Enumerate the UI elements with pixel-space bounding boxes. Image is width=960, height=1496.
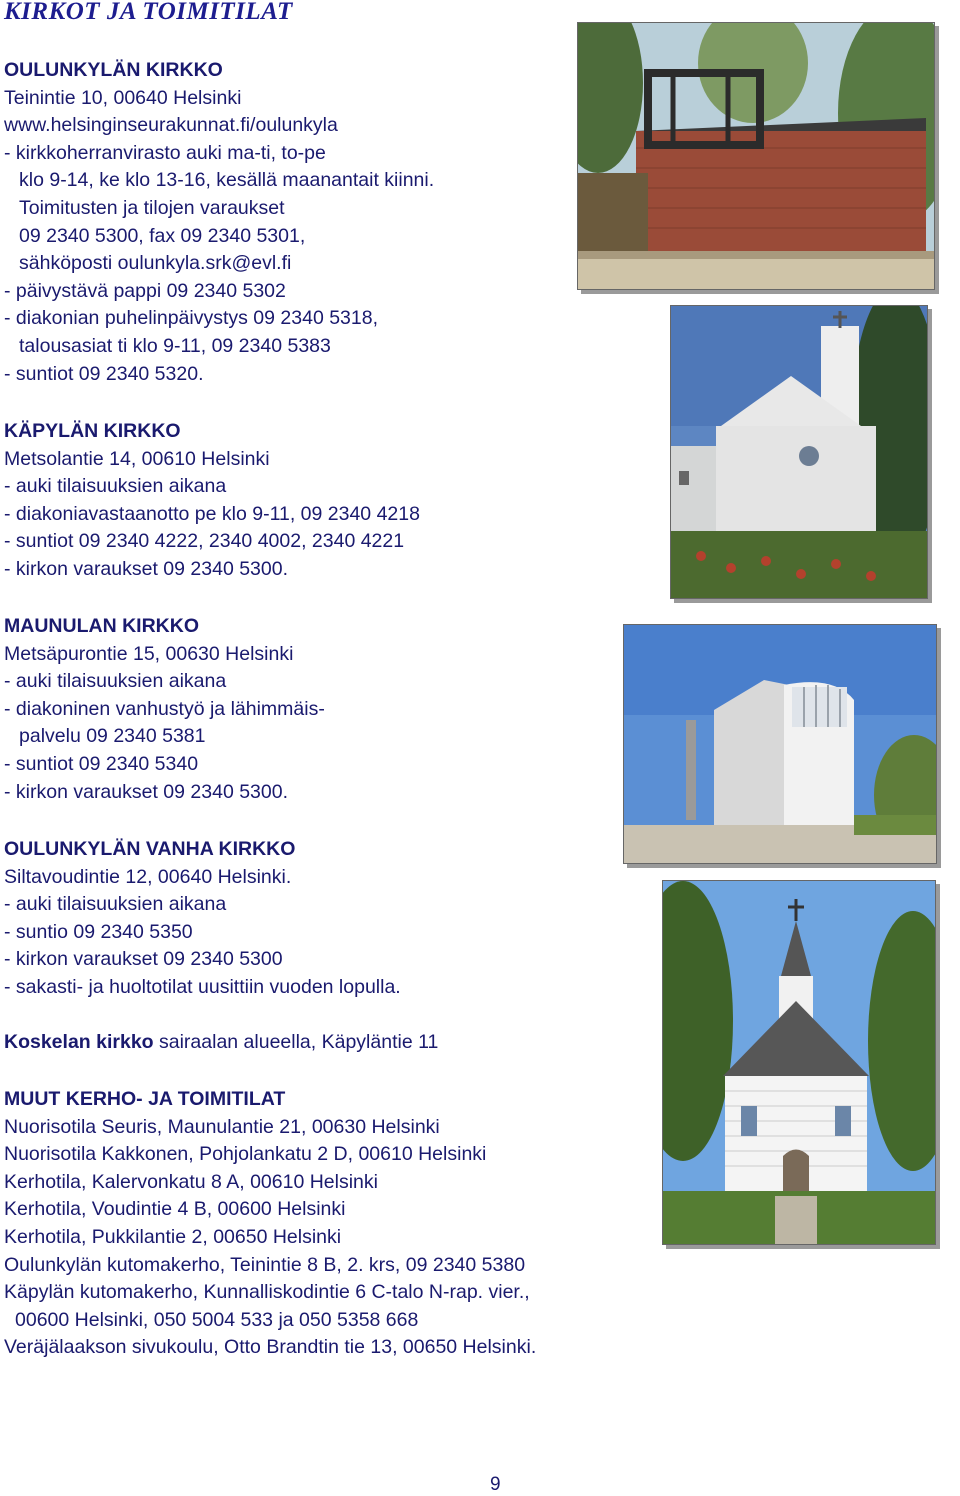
facility-line: Käpylän kutomakerho, Kunnalliskodintie 6 C-talo N-rap. vier., [4,1281,530,1304]
info-line: - päivystävä pappi 09 2340 5302 [4,279,286,302]
address-line: Teinintie 10, 00640 Helsinki [4,86,242,109]
oulunkyla-church-image [578,23,934,289]
info-line: Toimitusten ja tilojen varaukset [19,196,285,219]
kapyla-church-section [4,418,420,584]
koskela-church-name: Koskelan kirkko [4,1031,154,1053]
maunula-church-photo [623,624,937,864]
info-line: - suntiot 09 2340 5320. [4,362,204,385]
info-line: - suntiot 09 2340 4222, 2340 4002, 2340 4221 [4,530,405,553]
section-heading: OULUNKYLÄN KIRKKO [4,59,223,81]
oulunkyla-church-photo [577,22,935,290]
facility-line: Veräjälaakson sivukoulu, Otto Brandtin tie 13, 00650 Helsinki. [4,1336,537,1359]
info-line: palvelu 09 2340 5381 [19,725,206,748]
facility-line: Kerhotila, Kalervonkatu 8 A, 00610 Helsinki [4,1170,378,1193]
maunula-church-section [4,613,325,806]
website-link[interactable]: www.helsinginseurakunnat.fi/oulunkyla [4,114,338,137]
info-line: - diakoniavastaanotto pe klo 9-11, 09 2340 4218 [4,502,420,525]
facility-line: 00600 Helsinki, 050 5004 533 ja 050 5358 668 [15,1308,419,1331]
info-line: - auki tilaisuuksien aikana [4,670,227,693]
address-line: Metsolantie 14, 00610 Helsinki [4,447,270,470]
info-line: - kirkkoherranvirasto auki ma-ti, to-pe [4,141,326,164]
address-line: Siltavoudintie 12, 00640 Helsinki. [4,865,292,888]
page-title: KIRKOT JA TOIMITILAT [4,0,293,25]
info-line: - kirkon varaukset 09 2340 5300 [4,948,283,971]
info-line: - auki tilaisuuksien aikana [4,893,227,916]
facility-line: Nuorisotila Seuris, Maunulantie 21, 00630 Helsinki [4,1115,440,1138]
kapyla-church-image [671,306,927,598]
info-line: - suntiot 09 2340 5340 [4,752,199,775]
koskela-church-line [4,1031,438,1054]
info-line: - diakoninen vanhustyö ja lähimmäis- [4,697,325,720]
section-heading: MAUNULAN KIRKKO [4,615,199,637]
email-line: sähköposti oulunkyla.srk@evl.fi [19,252,292,275]
maunula-church-image [624,625,936,863]
info-line: - auki tilaisuuksien aikana [4,475,227,498]
info-line: klo 9-14, ke klo 13-16, kesällä maanantait kiinni. [19,169,435,192]
section-heading: MUUT KERHO- JA TOIMITILAT [4,1088,286,1110]
vanha-church-image [663,881,935,1244]
section-heading: KÄPYLÄN KIRKKO [4,420,181,442]
vanha-church-photo [662,880,936,1245]
vanha-church-section [4,836,401,1002]
address-line: Metsäpurontie 15, 00630 Helsinki [4,642,294,665]
info-line: 09 2340 5300, fax 09 2340 5301, [19,224,306,247]
facility-line: Oulunkylän kutomakerho, Teinintie 8 B, 2. krs, 09 2340 5380 [4,1253,526,1276]
info-line: - kirkon varaukset 09 2340 5300. [4,780,289,803]
facility-line: Nuorisotila Kakkonen, Pohjolankatu 2 D, 00610 Helsinki [4,1143,487,1166]
kapyla-church-photo [670,305,928,599]
page-number: 9 [490,1474,501,1495]
koskela-church-address: sairaalan alueella, Käpyläntie 11 [153,1031,439,1053]
info-line: talousasiat ti klo 9-11, 09 2340 5383 [19,334,331,357]
info-line: - sakasti- ja huoltotilat uusittiin vuoden lopulla. [4,975,401,998]
facility-line: Kerhotila, Voudintie 4 B, 00600 Helsinki [4,1198,346,1221]
section-heading: OULUNKYLÄN VANHA KIRKKO [4,838,296,860]
other-facilities-section [4,1086,536,1362]
info-line: - kirkon varaukset 09 2340 5300. [4,557,289,580]
info-line: - suntio 09 2340 5350 [4,920,193,943]
facility-line: Kerhotila, Pukkilantie 2, 00650 Helsinki [4,1225,342,1248]
oulunkyla-church-section [4,57,434,388]
info-line: - diakonian puhelinpäivystys 09 2340 5318, [4,307,379,330]
